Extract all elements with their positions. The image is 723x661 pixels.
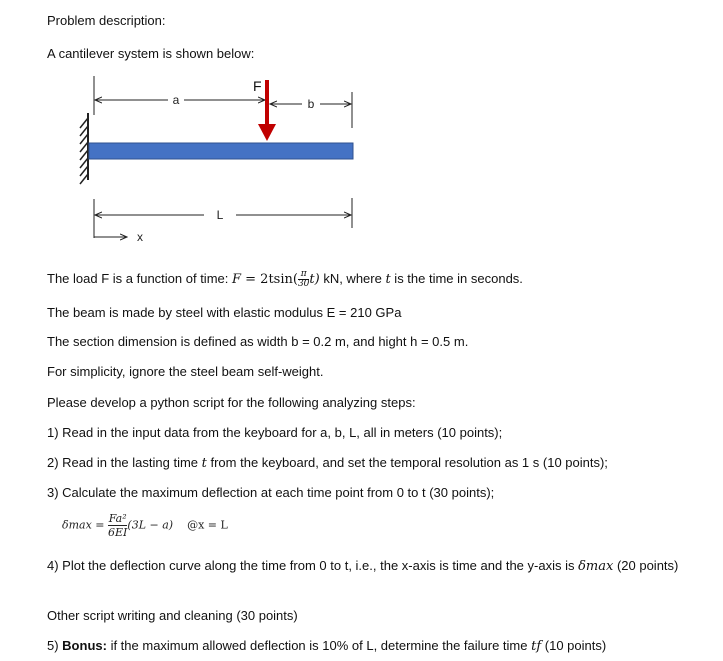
step3-text: 3) Calculate the maximum deflection at each time point from 0 to t (30 points); bbox=[47, 485, 495, 500]
steel-text: The beam is made by steel with elastic modulus E = 210 GPa bbox=[47, 305, 402, 320]
a-label: a bbox=[172, 93, 180, 107]
intro-text: A cantilever system is shown below: bbox=[47, 46, 255, 61]
x-label: x bbox=[137, 230, 143, 244]
other-text: Other script writing and cleaning (30 points) bbox=[47, 608, 298, 623]
pi-over-30-fraction: $\frac{\pi}{30}$ bbox=[297, 269, 310, 289]
step1-text: 1) Read in the input data from the keyboard for a, b, L, all in meters (10 points); bbox=[47, 425, 503, 440]
bonus-text: 5) Bonus: if the maximum allowed deflection is 10% of L, determine the failure time tf (10 points) bbox=[47, 638, 607, 654]
simplicity-text: For simplicity, ignore the steel beam self-weight. bbox=[47, 364, 324, 379]
b-label: b bbox=[307, 97, 315, 111]
load-description: The load F is a function of time: F = 2tsin( $\frac{\pi}{30}$ t) kN, where t is the time in seconds. bbox=[47, 269, 523, 289]
force-label: F bbox=[253, 78, 262, 94]
section-text: The section dimension is defined as width b = 0.2 m, and hight h = 0.5 m. bbox=[47, 334, 469, 349]
develop-text: Please develop a python script for the following analyzing steps: bbox=[47, 395, 416, 410]
force-arrow-head bbox=[258, 124, 276, 141]
problem-title: Problem description: bbox=[47, 13, 166, 28]
beam bbox=[89, 143, 353, 159]
wall-hatch bbox=[80, 118, 88, 184]
step4-text: 4) Plot the deflection curve along the time from 0 to t, i.e., the x-axis is time and the y-axis is δmax (20 points) bbox=[47, 558, 679, 574]
deflection-formula: δmax = $\frac{\text{Fa²}}{6EI}$ (3L − a) @x = L bbox=[62, 512, 228, 539]
step2-text: 2) Read in the lasting time t from the keyboard, and set the temporal resolution as 1 s (10 points); bbox=[47, 455, 608, 471]
L-label: L bbox=[216, 208, 224, 222]
